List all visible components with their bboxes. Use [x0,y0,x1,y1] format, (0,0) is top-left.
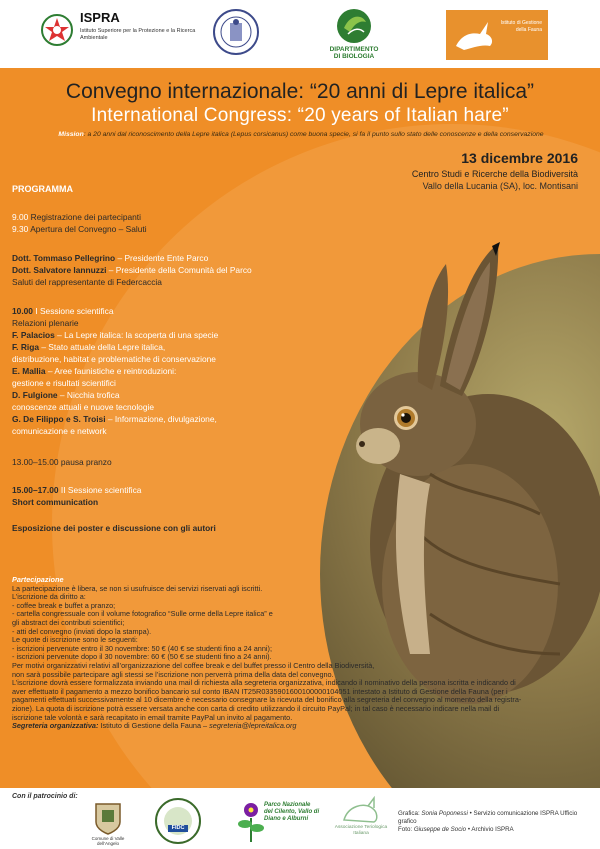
participation-line: - iscrizioni pervenute dopo il 30 novembre: 60 € (50 € se studenti fino a 24 anni). [12,652,272,662]
participation-info [12,576,594,731]
mission-statement [6,131,596,138]
session-two [12,485,141,496]
schedule-time: 9.00 [12,212,29,222]
secretariat-label: Segreteria organizzativa: [12,721,99,731]
talk-speaker: D. Fulgione [12,390,58,400]
session-title: II Sessione scientifica [58,485,142,495]
credit-photo-name: Giuseppe de Socio [412,826,467,833]
fidc-logo [153,796,203,846]
teriological-association-name: Associazione Teriologica Italiana [334,825,388,836]
fidc-label: FIDC [171,825,185,831]
secretariat-text: Istituto di Gestione della Fauna – [98,721,210,731]
mammal-outline-icon [338,796,384,826]
municipal-crest-icon [88,800,128,836]
participation-line: aver effettuato il pagamento a mezzo bonifico bancario sul conto IBAN IT25R0335901600100000104051 intestato a Istituto di Gestione della Fauna (per i [12,686,508,696]
speaker-name: Dott. Salvatore Iannuzzi [12,265,107,275]
credit-photo-archive: • Archivio ISPRA [466,826,514,833]
speaker-role: – Presidente Ente Parco [115,253,209,263]
talk-title: – Informazione, divulgazione, [105,414,217,424]
session-time: 10.00 [12,306,33,316]
event-venue: Centro Studi e Ricerche della Biodiversità [411,169,578,179]
hare-management-logo [446,10,548,60]
title-italian: Convegno internazionale: “20 anni di Lepre italica” [65,80,535,103]
greeting-iannuzzi [12,265,252,276]
participation-line: L’iscrizione dovrà essere formalizzata inviando una mail di richiesta alla segreteria organizzativa, indicando il nominativo della persona iscritta e indicando di [12,678,516,688]
poster-session: Esposizione dei poster e discussione con gli autori [12,523,216,533]
schedule-text: Registrazione dei partecipanti [30,212,141,222]
talk-speaker: F. Riga [12,342,39,352]
participation-line: iscrizione tale volontà e sarà recapitato in email tramite PayPal un invito al pagamento. [12,712,293,722]
talk-fulgione [12,390,120,401]
talk-defilippo-continued: comunicazione e network [12,426,107,436]
university-seal-icon [212,8,260,56]
credits [398,810,594,834]
secretariat [12,722,594,731]
participation-line: - iscrizioni pervenute entro il 30 novembre: 50 € (40 € se studenti fino a 24 anni); [12,643,272,653]
participation-line: Le quote di iscrizione sono le seguenti: [12,635,138,645]
mission-label: Mission [58,131,84,138]
comune-name: Comune di Valle dell’Angelo [91,836,125,846]
national-park-logo [236,798,326,846]
speaker-role: – Presidente della Comunità del Parco [106,265,252,275]
talk-speaker: G. De Filippo e S. Troisi [12,414,106,424]
schedule-registration [12,212,141,223]
ispra-logo [40,8,196,58]
italian-republic-emblem-icon [40,10,74,50]
university-seal [212,8,260,56]
teriological-association-logo [334,796,388,846]
plenary-heading: Relazioni plenarie [12,318,79,328]
schedule-opening [12,224,147,235]
credit-photo [398,826,594,834]
credit-graphics [398,810,594,826]
credit-graphics-label: Grafica: [398,810,420,817]
title-english: International Congress: “20 years of Italian hare” [91,105,509,126]
talk-riga [12,342,165,353]
schedule-text: Apertura del Convegno – Saluti [30,224,147,234]
greeting-federcaccia: Saluti del rappresentante di Federcaccia [12,277,162,287]
greeting-pellegrino [12,253,208,264]
header-logos [0,0,600,68]
talk-palacios [12,330,218,341]
schedule-time: 9.30 [12,224,29,234]
participation-line: La partecipazione è libera, se non si usufruisce dei servizi riservati agli iscritti. [12,583,263,593]
national-park-name: Parco Nazionale del Cilento, Vallo di Diano e Alburni [264,802,320,822]
talk-fulgione-continued: conoscenze attuali e nuove tecnologie [12,402,155,412]
session-one [12,306,114,317]
participation-heading: Partecipazione [12,575,64,584]
talk-title: – Stato attuale della Lepre italica, [39,342,166,352]
ispra-subtitle: Istituto Superiore per la Protezione e la Ricerca Ambientale [80,28,196,41]
talk-title: – La Lepre italica: la scoperta di una specie [54,330,219,340]
biology-department-logo [326,6,382,62]
fidc-seal-icon [153,796,203,846]
credit-graphics-name: Sonia Poponessi [419,810,468,817]
patronage-footer [0,788,600,849]
hare-logo-text: Istituto di Gestione della Fauna [500,20,542,33]
talk-mallia-continued: gestione e risultati scientifici [12,378,116,388]
participation-line: L’iscrizione da diritto a: [12,592,86,602]
ispra-name: ISPRA [80,10,120,25]
talk-mallia [12,366,176,377]
patronage-heading: Con il patrocinio di: [12,793,78,800]
participation-line: gli abstract dei contributi scientifici; [12,617,125,627]
participation-line: - coffee break e buffet a pranzo; [12,600,116,610]
mission-text: : a 20 anni dal riconoscimento della Lepre italica (Lepus corsicanus) come buona specie, si fa il punto sullo stato delle conoscenze e della conservazione [83,131,544,138]
lunch-break: 13.00–15.00 pausa pranzo [12,457,112,467]
event-place: Vallo della Lucania (SA), loc. Montisani [422,181,578,191]
talk-title: – Nicchia trofica [57,390,120,400]
speaker-name: Dott. Tommaso Pellegrino [12,253,116,263]
participation-line: - cartella congressuale con il volume fotografico “Sulle orme della Lepre italica” e [12,609,273,619]
programme-heading: PROGRAMMA [12,184,73,194]
talk-title: – Aree faunistiche e reintroduzioni: [45,366,177,376]
credit-photo-label: Foto: [398,826,413,833]
participation-line: zione). La quota di iscrizione potrà essere versata anche con carta di credito utilizzando il circuito PayPal; in tal caso è necessario indicare nella mail di [12,703,500,713]
biology-label: DIPARTIMENTO DI BIOLOGIA [329,46,379,60]
session-time: 15.00–17.00 [12,485,59,495]
participation-line: pagamenti effettuati successivamente al 10 dicembre è necessario consegnare la ricevuta del bonifico alla segreteria del convegno al momento della registra- [12,695,522,705]
talk-defilippo-troisi [12,414,217,425]
running-hare-icon [450,10,500,60]
secretariat-email[interactable]: segreteria@lepreitalica.org [209,721,297,731]
session-title: I Sessione scientifica [32,306,114,316]
primrose-plant-icon [236,798,266,842]
biology-leaf-icon [326,6,382,46]
talk-speaker: E. Mallia [12,366,46,376]
participation-line: Per motivi organizzativi relativi all’organizzazione del coffee break e del buffet presso il Centro della Biodiversità, [12,660,375,670]
participation-line: non sarà possibile partecipare agli stessi se l’iscrizione non perverrà prima della data del convegno. [12,669,334,679]
event-date: 13 dicembre 2016 [461,150,578,166]
comune-logo [88,800,128,848]
short-communication: Short communication [12,497,99,507]
talk-speaker: F. Palacios [12,330,55,340]
talk-riga-continued: distribuzione, habitat e problematiche di conservazione [12,354,216,364]
participation-line: - atti del convegno (inviati dopo la stampa). [12,626,152,636]
credit-graphics-office: • Servizio comunicazione ISPRA Ufficio grafico [398,810,578,825]
